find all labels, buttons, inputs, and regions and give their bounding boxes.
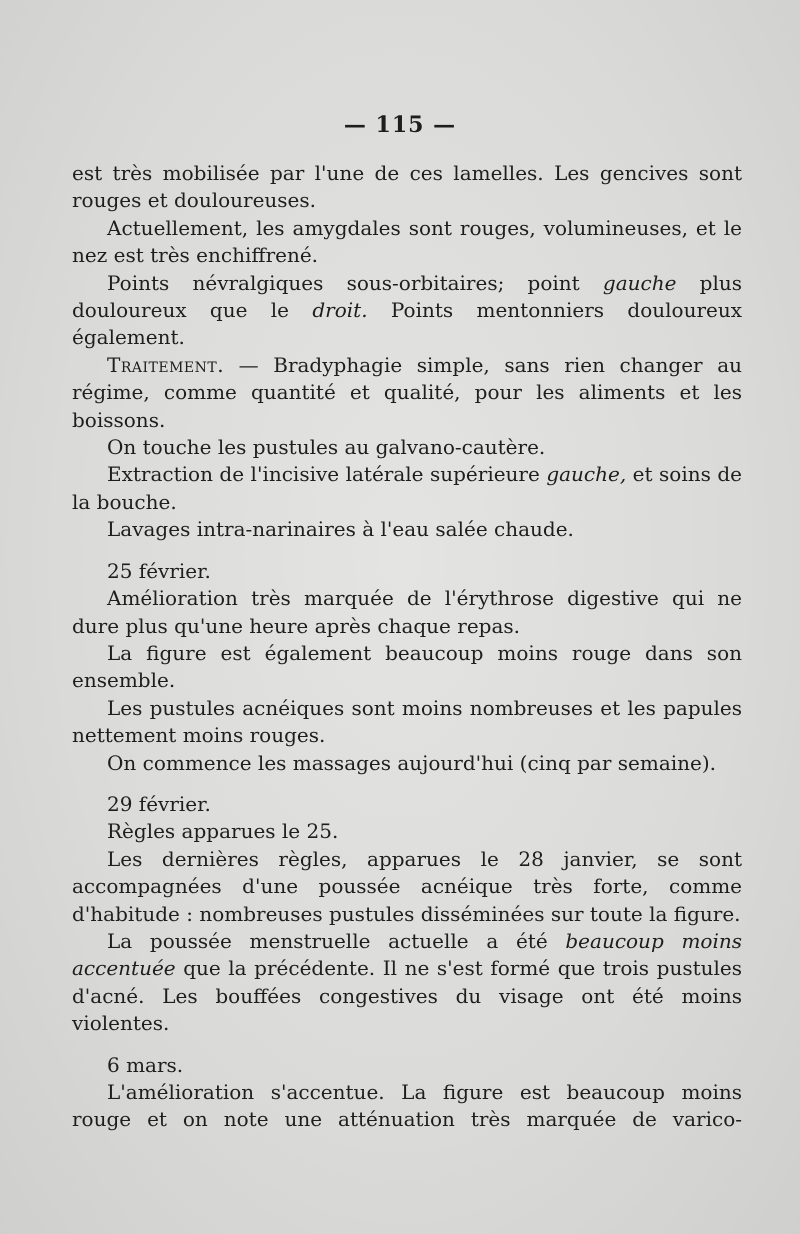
paragraph-3-text-a: Points névralgiques sous-orbitaires; point bbox=[107, 270, 603, 295]
paragraph-6-text-b: et soins de la bouche. bbox=[72, 462, 742, 514]
paragraph-3-text-b: plus douloureux que le bbox=[72, 270, 743, 323]
paragraph-14-text-a: La poussée menstruelle actuelle a été bbox=[107, 928, 566, 953]
paragraph-6 bbox=[72, 461, 742, 516]
paragraph-6-text-a: Extraction de l'incisive latérale supérieure bbox=[107, 462, 547, 487]
paragraph-12: Règles apparues le 25. bbox=[107, 819, 339, 844]
date-heading-3: 6 mars. bbox=[107, 1052, 184, 1077]
paragraph-8: Amélioration très marquée de l'érythrose digestive qui ne dure plus qu'une heure après chaque repas. bbox=[72, 586, 742, 638]
paragraph-9: La figure est également beaucoup moins rouge dans son ensemble. bbox=[72, 640, 742, 693]
traitement-label: Traitement. bbox=[107, 352, 225, 377]
paragraph-15: L'amélioration s'accentue. La figure est beaucoup moins rouge et on note une atténuation très marquée de varico- bbox=[72, 1080, 742, 1132]
paragraph-3-text-c: Points mentonniers douloureux également. bbox=[72, 298, 742, 350]
paragraph-5: On touche les pustules au galvano-cautère. bbox=[107, 435, 546, 460]
paragraph-13: Les dernières règles, apparues le 28 janvier, se sont accompagnées d'une poussée acnéique très forte, comme d'habitude : nombreuses pustules disséminées sur toute la figure. bbox=[72, 846, 742, 926]
date-heading-1: 25 février. bbox=[107, 558, 211, 583]
paragraph-1: est très mobilisée par l'une de ces lamelles. Les gencives sont rouges et douloureuses. bbox=[72, 161, 742, 213]
paragraph-2: Actuellement, les amygdales sont rouges, volumineuses, et le nez est très enchiffrené. bbox=[72, 215, 742, 268]
paragraph-11: On commence les massages aujourd'hui (cinq par semaine). bbox=[107, 750, 717, 775]
page-body bbox=[72, 160, 742, 1134]
paragraph-14 bbox=[72, 928, 742, 1038]
paragraph-traitement bbox=[72, 352, 742, 434]
date-heading-2: 29 février. bbox=[107, 791, 211, 816]
page-number: — 115 — bbox=[343, 112, 457, 138]
traitement-text: — Bradyphagie simple, sans rien changer au régime, comme quantité et qualité, pour les aliments et les boissons. bbox=[72, 352, 742, 432]
paragraph-14-text-b: que la précédente. Il ne s'est formé que trois pustules d'acné. Les bouffées congestives du visage ont été moins violentes. bbox=[72, 956, 742, 1036]
italic-gauche: gauche bbox=[602, 270, 677, 295]
italic-beaucoup-moins-accentuee: beaucoup moins accentuée bbox=[72, 928, 742, 981]
italic-droit: droit. bbox=[312, 298, 368, 323]
paragraph-10: Les pustules acnéiques sont moins nombreuses et les papules nettement moins rouges. bbox=[72, 695, 742, 748]
paragraph-3 bbox=[72, 270, 742, 352]
italic-gauche-2: gauche, bbox=[546, 462, 627, 487]
paragraph-7: Lavages intra-narinaires à l'eau salée chaude. bbox=[107, 517, 574, 542]
